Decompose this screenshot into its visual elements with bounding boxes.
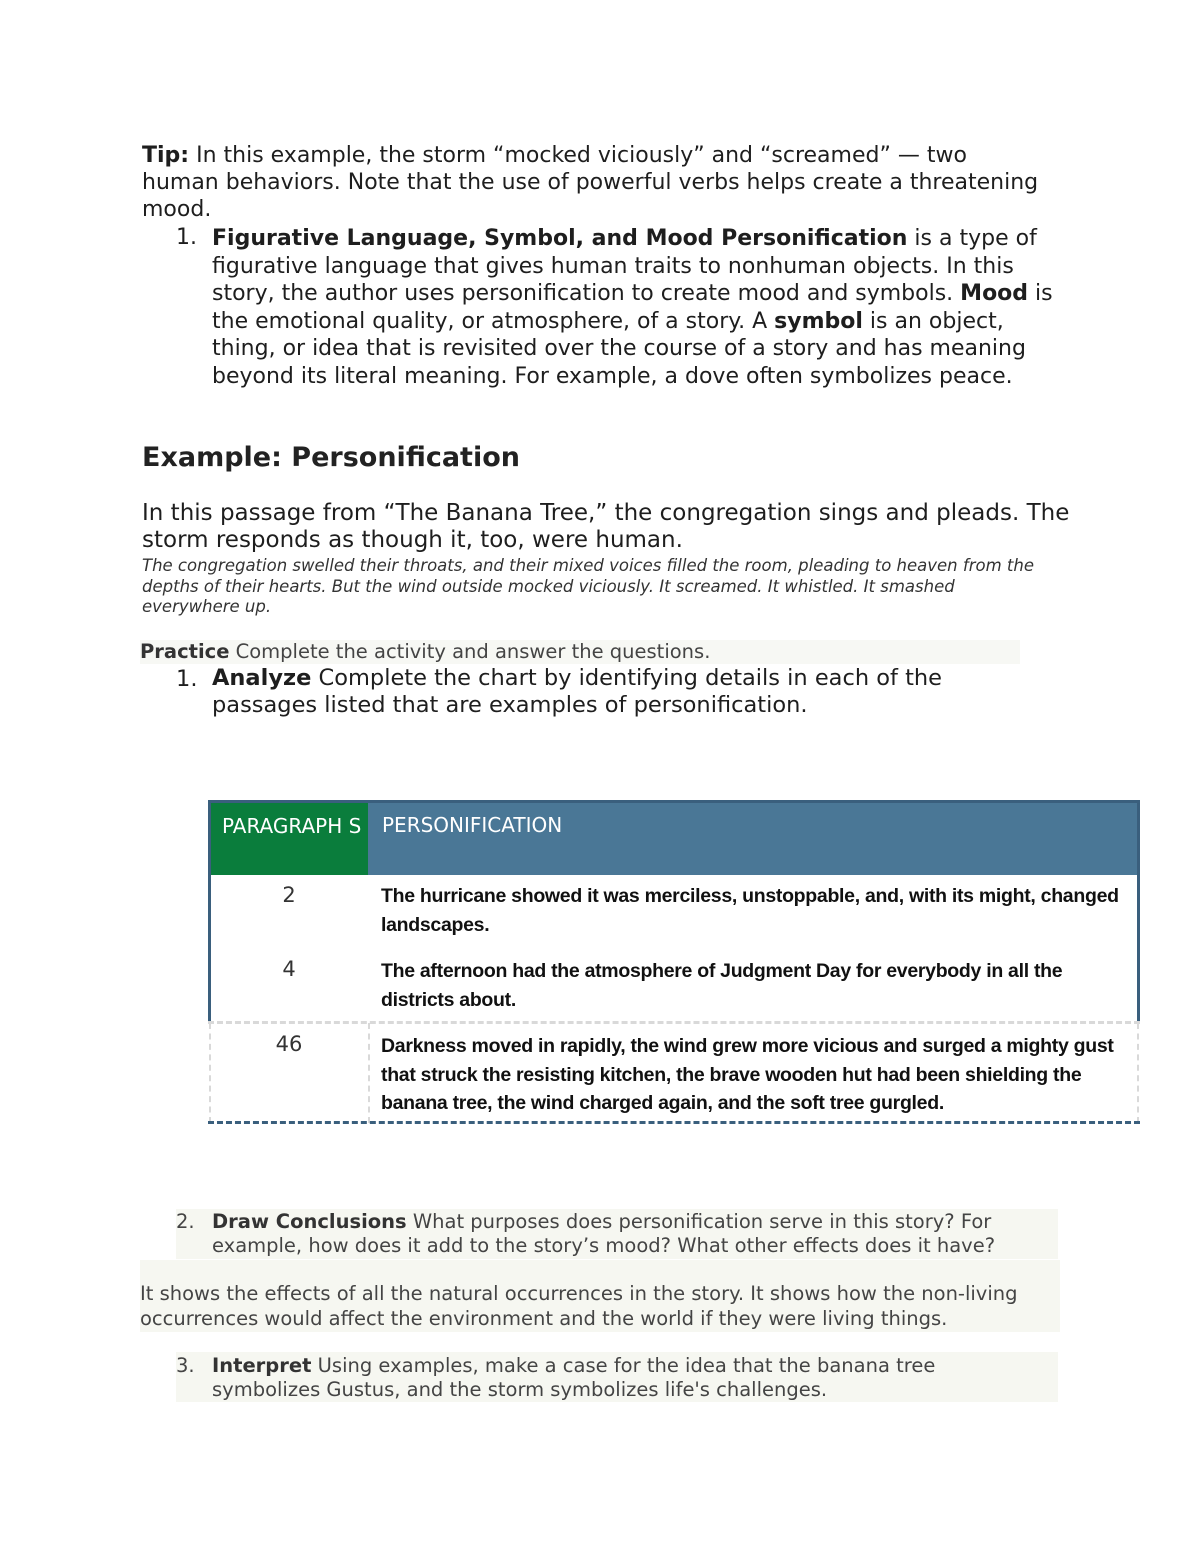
table-row-personification: The afternoon had the atmosphere of Judgment Day for everybody in all the districts about. bbox=[381, 960, 1063, 1011]
section1-title: Figurative Language, Symbol, and Mood Personification bbox=[212, 226, 908, 251]
q1-paragraph bbox=[212, 665, 1012, 719]
mood-term: Mood bbox=[960, 281, 1029, 306]
q1-number: 1. bbox=[176, 666, 198, 692]
table-border-right bbox=[1137, 800, 1140, 1024]
q3-text: Using examples, make a case for the idea that the banana tree symbolizes Gustus, and the storm symbolizes life's challenges. bbox=[212, 1354, 936, 1401]
q2-label: Draw Conclusions bbox=[212, 1210, 407, 1233]
section1-text-c: is an object, thing, or idea that is revisited over the course of a story and has meaning beyond its literal meaning. For example, a dove often symbolizes peace. bbox=[212, 308, 1026, 389]
table-row-paragraph: 46 bbox=[275, 1032, 303, 1056]
q2-text: What purposes does personification serve in this story? For example, how does it add to the story’s mood? What other effects does it have? bbox=[212, 1210, 996, 1257]
q1-label: Analyze bbox=[212, 665, 312, 691]
table-row-personification: The hurricane showed it was merciless, unstoppable, and, with its might, changed landscapes. bbox=[381, 885, 1119, 936]
example-heading: Example: Personification bbox=[142, 442, 520, 473]
q2-number: 2. bbox=[176, 1210, 195, 1233]
q3-number: 3. bbox=[176, 1354, 195, 1377]
section1-text-b: is the emotional quality, or atmosphere, of a story. A bbox=[212, 281, 1053, 334]
table-row-paragraph: 2 bbox=[282, 883, 296, 907]
table-header-personification: PERSONIFICATION bbox=[368, 803, 1138, 875]
table-row-paragraph: 4 bbox=[282, 957, 296, 981]
example-intro: In this passage from “The Banana Tree,” the congregation sings and pleads. The storm responds as though it, too, were human. bbox=[142, 500, 1070, 553]
table-border-bottom bbox=[208, 1121, 1140, 1124]
table-column-divider bbox=[368, 1023, 370, 1123]
q2-answer: It shows the effects of all the natural occurrences in the story. It shows how the non-living occurrences would affect the environment and the world if they were living things. bbox=[140, 1282, 1018, 1330]
practice-line bbox=[140, 640, 1020, 664]
table-header-paragraphs: PARAGRAPH S bbox=[210, 803, 368, 875]
practice-text: Complete the activity and answer the questions. bbox=[229, 640, 711, 663]
table-divider bbox=[208, 1021, 1140, 1024]
table-border-top bbox=[208, 800, 1140, 803]
tip-label: Tip: bbox=[142, 143, 190, 168]
symbol-term: symbol bbox=[774, 308, 863, 334]
q3-paragraph bbox=[212, 1354, 1012, 1402]
q2-paragraph bbox=[212, 1210, 1062, 1258]
section1-paragraph bbox=[212, 225, 1072, 390]
section1-number: 1. bbox=[176, 225, 197, 250]
table-row-personification: Darkness moved in rapidly, the wind grew more vicious and surged a mighty gust that struck the resisting kitchen, the brave wooden hut had been shielding the banana tree, the wind charged again, and the soft tree gurgled. bbox=[381, 1035, 1114, 1114]
q1-text: Complete the chart by identifying details in each of the passages listed that are examples of personification. bbox=[212, 665, 943, 718]
tip-paragraph bbox=[142, 142, 1042, 223]
table-border-left bbox=[208, 800, 211, 1024]
practice-label: Practice bbox=[140, 640, 230, 663]
tip-text: In this example, the storm “mocked viciously” and “screamed” — two human behaviors. Note that the use of powerful verbs helps create a threatening mood. bbox=[142, 143, 1039, 222]
table-border-right-dashed bbox=[1137, 1023, 1139, 1123]
example-quote: The congregation swelled their throats, and their mixed voices filled the room, pleading to heaven from the depths of their hearts. But the wind outside mocked viciously. It screamed. It whistled. It smashed everywhere up. bbox=[142, 556, 1034, 616]
q3-label: Interpret bbox=[212, 1354, 312, 1377]
section1-text-a: is a type of figurative language that gives human traits to nonhuman objects. In this story, the author uses personification to create mood and symbols. bbox=[212, 226, 1037, 306]
